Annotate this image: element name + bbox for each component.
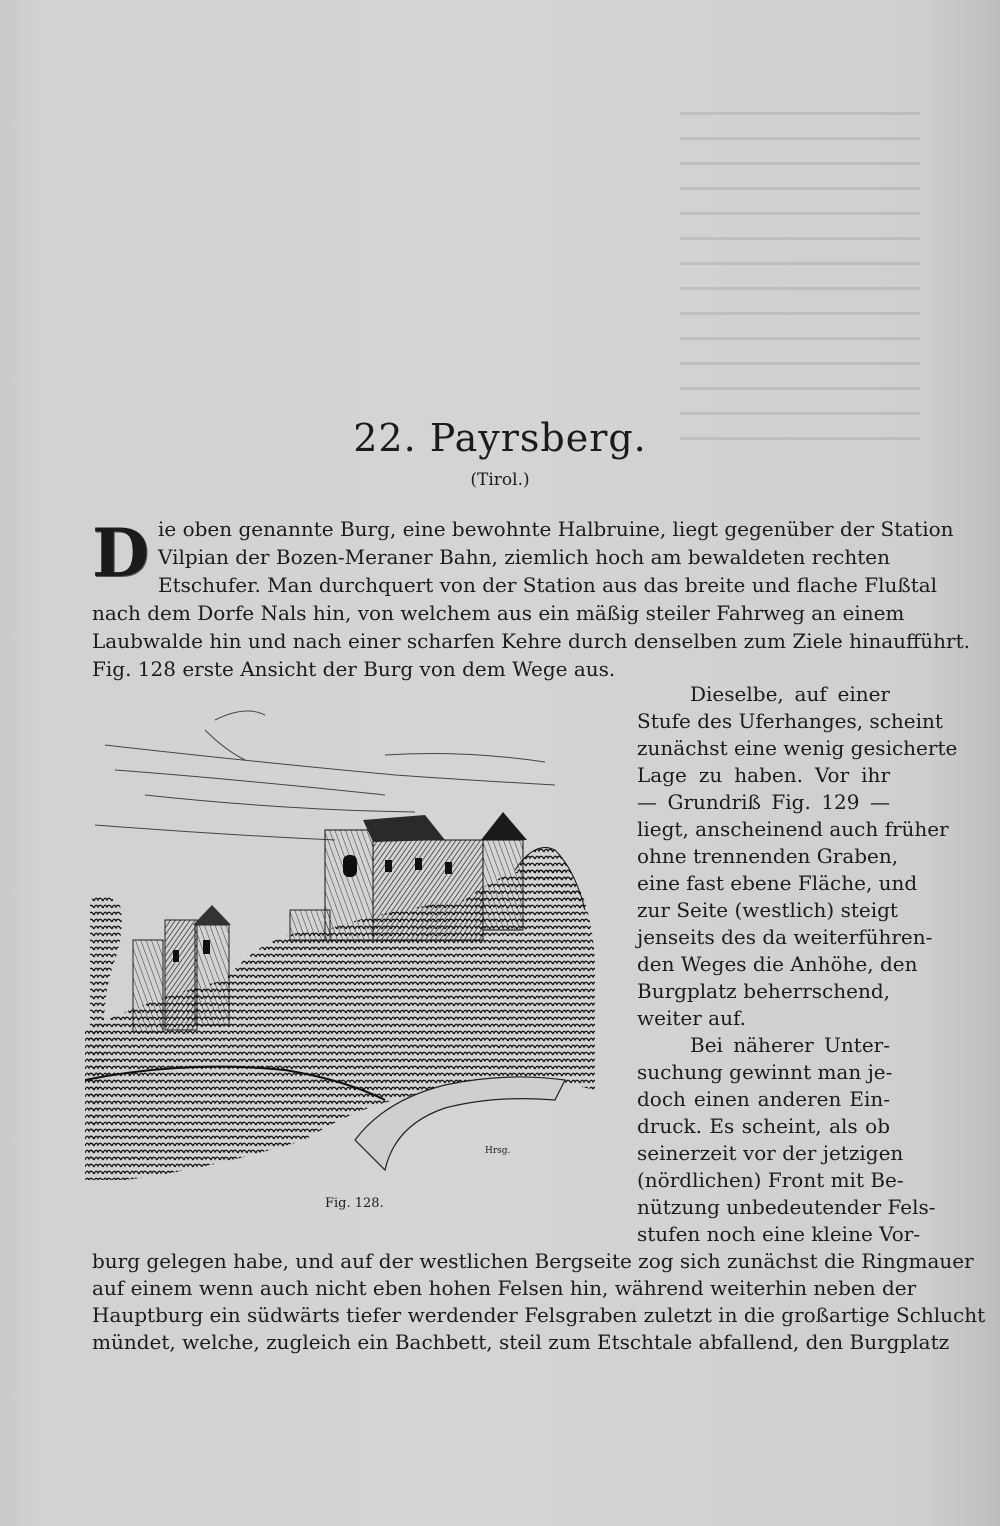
castle-ruin-engraving <box>85 700 600 1190</box>
text-line: (nördlichen) Front mit Be- <box>637 1168 904 1192</box>
text-line: Laubwalde hin und nach einer scharfen Kehre durch denselben zum Ziele hinaufführt. <box>92 629 970 653</box>
text-line: suchung gewinnt man je- <box>637 1060 893 1084</box>
text-line: Lage zu haben. Vor ihr <box>637 763 890 787</box>
text-line: liegt, anscheinend auch früher <box>637 817 949 841</box>
text-line: zur Seite (westlich) steigt <box>637 898 898 922</box>
text-line: auf einem wenn auch nicht eben hohen Felsen hin, während weiterhin neben der <box>92 1276 917 1300</box>
text-line: ohne trennenden Graben, <box>637 844 899 868</box>
engraver-signature: Hrsg. <box>485 1146 511 1156</box>
text-line: zunächst eine wenig gesicherte <box>637 736 958 760</box>
figure-caption: Fig. 128. <box>325 1196 384 1211</box>
text-line: nützung unbedeutender Fels- <box>637 1195 936 1219</box>
text-line: stufen noch eine kleine Vor- <box>637 1222 921 1246</box>
text-line: mündet, welche, zugleich ein Bachbett, steil zum Etschtale abfallend, den Burgplatz <box>92 1330 950 1354</box>
text-line: Burgplatz beherrschend, <box>637 979 890 1003</box>
drop-cap-initial: D <box>92 514 150 592</box>
text-line: burg gelegen habe, und auf der westlichen Bergseite zog sich zunächst die Ringmauer <box>92 1249 974 1273</box>
chapter-subtitle: (Tirol.) <box>470 470 530 490</box>
text-line: den Weges die Anhöhe, den <box>637 952 918 976</box>
text-line: — Grundriß Fig. 129 — <box>637 790 890 814</box>
chapter-title: 22. Payrsberg. <box>353 416 647 460</box>
text-line: druck. Es scheint, als ob <box>637 1114 890 1138</box>
text-line: seinerzeit vor der jetzigen <box>637 1141 904 1165</box>
text-line: ie oben genannte Burg, eine bewohnte Halbruine, liegt gegenüber der Station <box>158 517 954 541</box>
text-line: jenseits des da weiterführen- <box>637 925 933 949</box>
text-line: nach dem Dorfe Nals hin, von welchem aus ein mäßig steiler Fahrweg an einem <box>92 601 905 625</box>
text-line: eine fast ebene Fläche, und <box>637 871 918 895</box>
text-line: Stufe des Uferhanges, scheint <box>637 709 943 733</box>
text-line: Etschufer. Man durchquert von der Station aus das breite und flache Flußtal <box>158 573 938 597</box>
castle-illustration <box>85 700 600 1190</box>
text-line: Fig. 128 erste Ansicht der Burg von dem Wege aus. <box>92 657 616 681</box>
sky-clouds <box>95 711 555 840</box>
text-line: Vilpian der Bozen-Meraner Bahn, ziemlich hoch am bewaldeten rechten <box>158 545 890 569</box>
text-line: Bei näherer Unter- <box>690 1033 890 1057</box>
text-line: doch einen anderen Ein- <box>637 1087 890 1111</box>
text-line: Dieselbe, auf einer <box>690 682 890 706</box>
text-line: Hauptburg ein südwärts tiefer werdender Felsgraben zuletzt in die großartige Schlucht <box>92 1303 986 1327</box>
text-line: weiter auf. <box>637 1006 746 1030</box>
